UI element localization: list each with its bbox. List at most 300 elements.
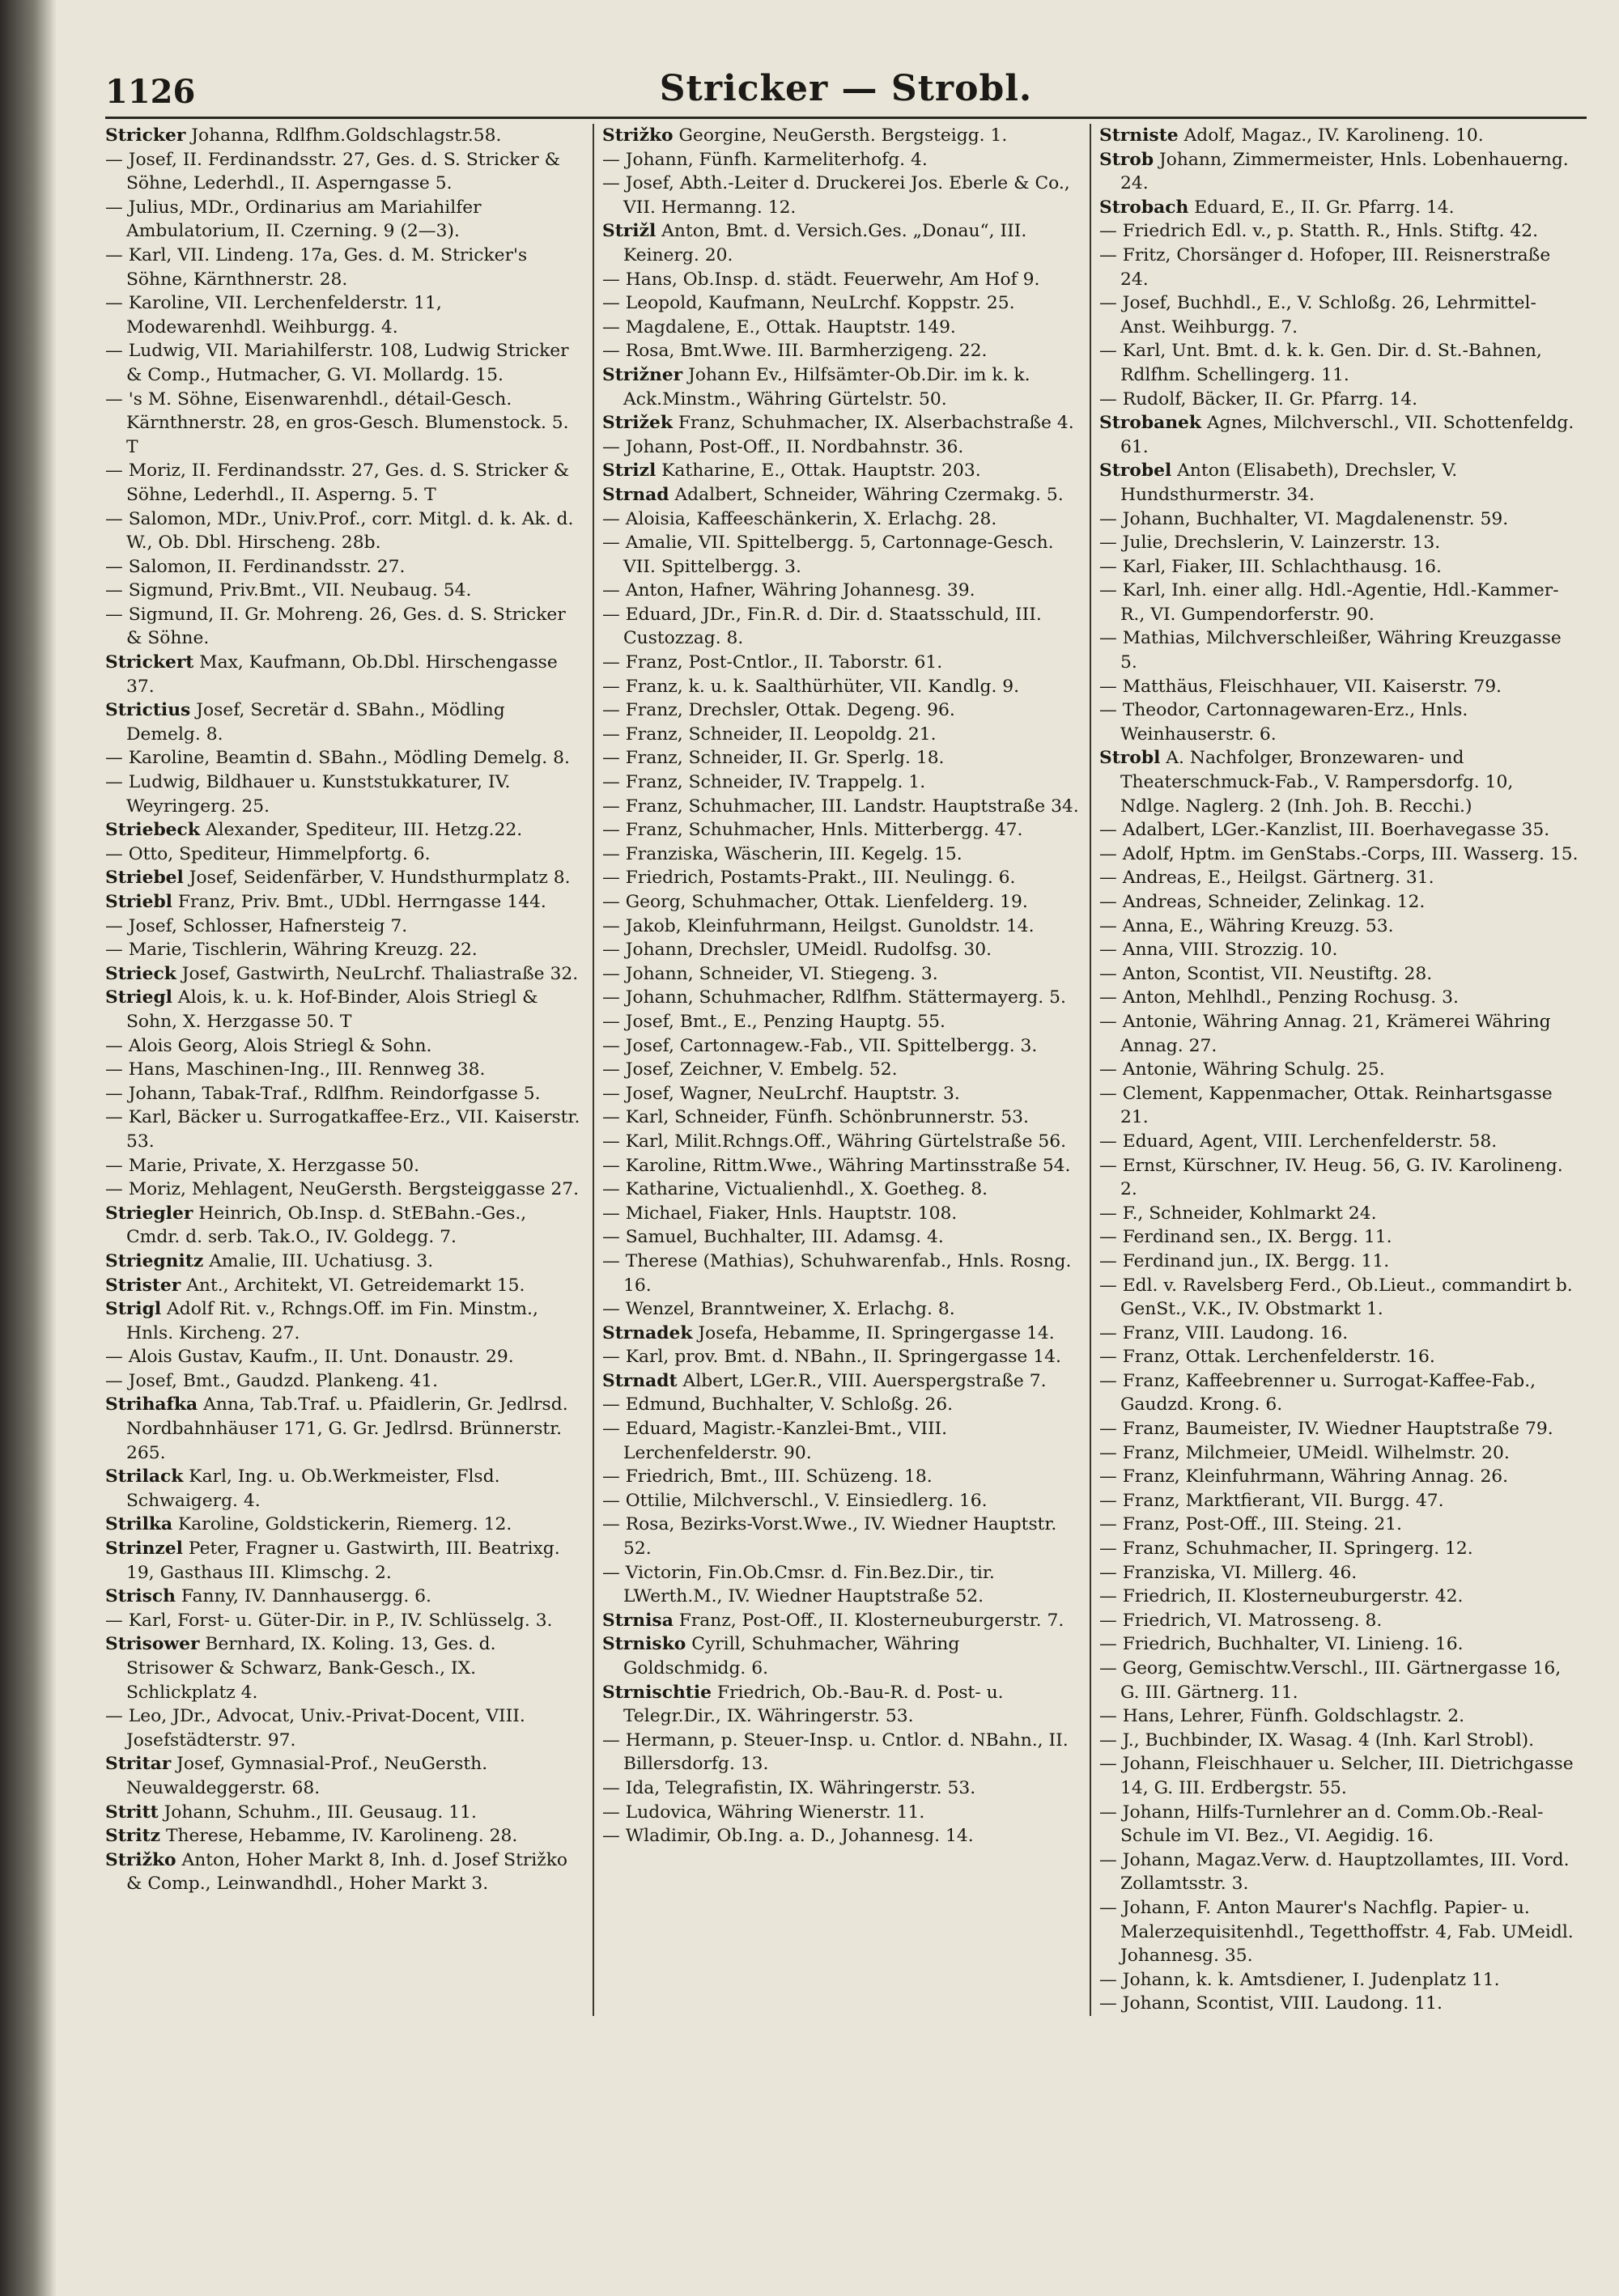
entry-text: — Sigmund, Priv.Bmt., VII. Neubaug. 54. bbox=[105, 580, 472, 601]
entry-text: — Rosa, Bezirks-Vorst.Wwe., IV. Wiedner Hauptstr. 52. bbox=[602, 1514, 1057, 1560]
directory-entry bbox=[1099, 1537, 1579, 1561]
directory-entry bbox=[602, 698, 1081, 723]
entry-surname: Striebel bbox=[105, 868, 184, 889]
directory-entry bbox=[1099, 1489, 1579, 1513]
directory-entry bbox=[602, 1369, 1081, 1394]
directory-entry bbox=[1099, 1561, 1579, 1585]
header-rule bbox=[105, 117, 1587, 119]
entry-surname: Strinzel bbox=[105, 1538, 183, 1560]
directory-entry bbox=[105, 1178, 584, 1202]
entry-text: — Wenzel, Branntweiner, X. Erlachg. 8. bbox=[602, 1299, 955, 1320]
directory-entry bbox=[105, 1513, 584, 1537]
directory-entry bbox=[602, 651, 1081, 675]
directory-entry bbox=[602, 675, 1081, 699]
entry-text: — Franziska, Wäscherin, III. Kegelg. 15. bbox=[602, 843, 962, 864]
entry-text: Karoline, Goldstickerin, Riemerg. 12. bbox=[172, 1514, 512, 1535]
entry-text: — Ernst, Kürschner, IV. Heug. 56, G. IV. Karolineng. 2. bbox=[1099, 1155, 1563, 1200]
entry-text: Therese, Hebamme, IV. Karolineng. 28. bbox=[160, 1826, 518, 1847]
directory-entry bbox=[602, 483, 1081, 507]
column-3 bbox=[1090, 124, 1587, 2016]
entry-text: — Moriz, Mehlagent, NeuGersth. Bergsteiggasse 27. bbox=[105, 1179, 580, 1200]
entry-text: — Julie, Drechslerin, V. Lainzerstr. 13. bbox=[1099, 533, 1441, 554]
entry-surname: Strnisa bbox=[602, 1610, 674, 1631]
entry-text: Heinrich, Ob.Insp. d. StEBahn.-Ges., Cmdr. d. serb. Tak.O., IV. Goldegg. 7. bbox=[126, 1203, 527, 1248]
entry-surname: Strnisko bbox=[602, 1634, 686, 1655]
entry-text: — Ludwig, Bildhauer u. Kunststukkaturer, IV. Weyringerg. 25. bbox=[105, 772, 511, 817]
directory-entry bbox=[1099, 531, 1579, 555]
entry-text: — Adalbert, LGer.-Kanzlist, III. Boerhavegasse 35. bbox=[1099, 820, 1550, 841]
directory-entry bbox=[105, 938, 584, 962]
directory-entry bbox=[105, 746, 584, 770]
directory-entry bbox=[602, 1154, 1081, 1178]
entry-text: Karl, Ing. u. Ob.Werkmeister, Flsd. Schwaigerg. 4. bbox=[126, 1466, 500, 1511]
entry-text: — Hermann, p. Steuer-Insp. u. Cntlor. d. NBahn., II. Billersdorfg. 13. bbox=[602, 1729, 1069, 1775]
directory-entry bbox=[602, 1776, 1081, 1801]
entry-surname: Strobl bbox=[1099, 748, 1161, 769]
entry-text: — J., Buchbinder, IX. Wasag. 4 (Inh. Karl Strobl). bbox=[1099, 1729, 1535, 1751]
directory-entry bbox=[602, 1824, 1081, 1848]
directory-entry bbox=[602, 1058, 1081, 1082]
directory-entry bbox=[1099, 339, 1579, 387]
entry-surname: Strictius bbox=[105, 700, 191, 721]
entry-text: — Leo, JDr., Advocat, Univ.-Privat-Docent, VIII. Josefstädterstr. 97. bbox=[105, 1706, 525, 1751]
entry-text: — Anton, Scontist, VII. Neustiftg. 28. bbox=[1099, 963, 1433, 984]
entry-text: — Franz, Schuhmacher, Hnls. Mitterbergg. 47. bbox=[602, 820, 1023, 841]
directory-entry bbox=[1099, 1130, 1579, 1154]
directory-entry bbox=[602, 172, 1081, 219]
running-title: Stricker — Strobl. bbox=[659, 68, 1033, 109]
directory-entry bbox=[1099, 1632, 1579, 1657]
entry-text: Peter, Fragner u. Gastwirth, III. Beatrixg. 19, Gasthaus III. Klimschg. 2. bbox=[126, 1538, 560, 1583]
entry-surname: Strieck bbox=[105, 963, 176, 984]
directory-entry bbox=[1099, 746, 1579, 818]
entry-text: — Friedrich, Buchhalter, VI. Linieng. 16. bbox=[1099, 1634, 1464, 1655]
directory-entry bbox=[1099, 1704, 1579, 1729]
directory-entry bbox=[105, 890, 584, 915]
directory-entry bbox=[602, 818, 1081, 842]
directory-entry bbox=[105, 698, 584, 746]
entry-surname: Strnadek bbox=[602, 1322, 693, 1343]
directory-entry bbox=[602, 746, 1081, 770]
entry-text: — Johann, Schuhmacher, Rdlfhm. Stättermayerg. 5. bbox=[602, 987, 1066, 1008]
directory-entry bbox=[105, 1058, 584, 1082]
entry-text: — Anton, Hafner, Währing Johannesg. 39. bbox=[602, 580, 975, 601]
entry-text: — Clement, Kappenmacher, Ottak. Reinhartsgasse 21. bbox=[1099, 1083, 1553, 1128]
scan-edge-shadow bbox=[0, 0, 57, 2296]
entry-text: — Marie, Tischlerin, Währing Kreuzg. 22. bbox=[105, 940, 478, 961]
directory-entry bbox=[602, 1106, 1081, 1130]
directory-entry bbox=[105, 1585, 584, 1609]
entry-surname: Strilka bbox=[105, 1514, 173, 1535]
directory-entry bbox=[1099, 1369, 1579, 1417]
entry-text: Alexander, Spediteur, III. Hetzg.22. bbox=[199, 820, 523, 841]
directory-entry bbox=[105, 244, 584, 291]
entry-text: — Eduard, Agent, VIII. Lerchenfelderstr. 58. bbox=[1099, 1131, 1498, 1152]
entry-text: Georgine, NeuGersth. Bergsteigg. 1. bbox=[673, 125, 1008, 146]
directory-entry bbox=[1099, 1441, 1579, 1466]
entry-surname: Strickert bbox=[105, 652, 194, 673]
entry-text: — Ferdinand sen., IX. Bergg. 11. bbox=[1099, 1227, 1392, 1248]
entry-surname: Strilack bbox=[105, 1466, 184, 1488]
directory-entry bbox=[105, 1824, 584, 1848]
directory-entry bbox=[1099, 1154, 1579, 1202]
entry-text: — Johann, Tabak-Traf., Rdlfhm. Reindorfgasse 5. bbox=[105, 1083, 541, 1104]
entry-text: Josef, Secretär d. SBahn., Mödling Demelg. 8. bbox=[126, 700, 505, 745]
directory-entry bbox=[602, 579, 1081, 603]
directory-entry bbox=[602, 1225, 1081, 1250]
directory-entry bbox=[1099, 1417, 1579, 1441]
entry-surname: Strister bbox=[105, 1275, 181, 1296]
directory-entry bbox=[602, 1082, 1081, 1106]
entry-surname: Strisch bbox=[105, 1586, 176, 1607]
directory-entry bbox=[105, 507, 584, 555]
directory-entry bbox=[105, 1082, 584, 1106]
entry-text: — Marie, Private, X. Herzgasse 50. bbox=[105, 1155, 420, 1176]
entry-text: — Ludwig, VII. Mariahilferstr. 108, Ludwig Stricker & Comp., Hutmacher, G. VI. Mollardg. 15. bbox=[105, 341, 569, 385]
directory-entry bbox=[1099, 890, 1579, 915]
directory-entry bbox=[105, 1106, 584, 1153]
entry-text: — Eduard, Magistr.-Kanzlei-Bmt., VIII. Lerchenfelderstr. 90. bbox=[602, 1419, 948, 1463]
entry-text: — Friedrich, Postamts-Prakt., III. Neulingg. 6. bbox=[602, 868, 1016, 889]
directory-entry bbox=[602, 1178, 1081, 1202]
directory-entry bbox=[105, 866, 584, 890]
directory-entry bbox=[1099, 1585, 1579, 1609]
directory-entry bbox=[1099, 626, 1579, 674]
directory-entry bbox=[1099, 1992, 1579, 2016]
directory-entry bbox=[602, 1489, 1081, 1513]
entry-surname: Stritz bbox=[105, 1826, 161, 1847]
entry-text: — Georg, Schuhmacher, Ottak. Lienfelderg. 19. bbox=[602, 892, 1028, 912]
directory-entry bbox=[1099, 675, 1579, 699]
directory-entry bbox=[602, 1561, 1081, 1609]
entry-text: — Moriz, II. Ferdinandsstr. 27, Ges. d. S. Stricker & Söhne, Lederhdl., II. Asperng. 5. T bbox=[105, 460, 570, 505]
directory-entry bbox=[602, 1034, 1081, 1059]
directory-entry bbox=[105, 915, 584, 939]
entry-text: — Friedrich, II. Klosterneuburgerstr. 42. bbox=[1099, 1586, 1464, 1607]
entry-text: — Karl, Inh. einer allg. Hdl.-Agentie, Hdl.-Kammer-R., VI. Gumpendorferstr. 90. bbox=[1099, 580, 1559, 625]
directory-entry bbox=[602, 531, 1081, 579]
entry-text: — Therese (Mathias), Schuhwarenfab., Hnls. Rosng. 16. bbox=[602, 1250, 1072, 1296]
directory-entry bbox=[1099, 1896, 1579, 1968]
entry-text: — Hans, Ob.Insp. d. städt. Feuerwehr, Am Hof 9. bbox=[602, 269, 1040, 290]
directory-entry bbox=[105, 1297, 584, 1345]
entry-text: Ant., Architekt, VI. Getreidemarkt 15. bbox=[181, 1275, 525, 1296]
directory-entry bbox=[1099, 1322, 1579, 1346]
entry-text: — Johann, Post-Off., II. Nordbahnstr. 36. bbox=[602, 436, 964, 457]
entry-surname: Stritar bbox=[105, 1754, 172, 1775]
entry-text: — Franz, Kaffeebrenner u. Surrogat-Kaffee-Fab., Gaudzd. Krong. 6. bbox=[1099, 1370, 1536, 1415]
entry-text: Amalie, III. Uchatiusg. 3. bbox=[203, 1250, 434, 1271]
directory-entry bbox=[1099, 1274, 1579, 1322]
directory-entry bbox=[602, 1632, 1081, 1680]
directory-entry bbox=[1099, 962, 1579, 987]
entry-surname: Strobach bbox=[1099, 197, 1189, 218]
entry-surname: Strobel bbox=[1099, 460, 1172, 482]
entry-surname: Stricker bbox=[105, 125, 186, 146]
entry-surname: Strižner bbox=[602, 364, 683, 385]
directory-entry bbox=[602, 1250, 1081, 1297]
directory-entry bbox=[602, 915, 1081, 939]
entry-text: — Josef, Buchhdl., E., V. Schloßg. 26, Lehrmittel-Anst. Weihburgg. 7. bbox=[1099, 293, 1536, 337]
directory-entry bbox=[602, 339, 1081, 363]
entry-text: — Mathias, Milchverschleißer, Währing Kreuzgasse 5. bbox=[1099, 628, 1562, 673]
entry-surname: Strniste bbox=[1099, 125, 1179, 146]
entry-text: Anton, Hoher Markt 8, Inh. d. Josef Strižko & Comp., Leinwandhdl., Hoher Markt 3. bbox=[126, 1849, 568, 1895]
entry-surname: Striegler bbox=[105, 1203, 193, 1224]
directory-entry bbox=[602, 1417, 1081, 1465]
directory-entry bbox=[602, 363, 1081, 411]
directory-entry bbox=[105, 579, 584, 603]
entry-text: — Franz, Drechsler, Ottak. Degeng. 96. bbox=[602, 700, 955, 721]
entry-text: — Samuel, Buchhalter, III. Adamsg. 4. bbox=[602, 1227, 944, 1248]
entry-text: — Karoline, Beamtin d. SBahn., Mödling Demelg. 8. bbox=[105, 748, 570, 769]
directory-entry bbox=[1099, 579, 1579, 626]
directory-entry bbox=[105, 1393, 584, 1465]
entry-text: — Johann, Buchhalter, VI. Magdalenenstr. 59. bbox=[1099, 508, 1509, 529]
entry-text: — Rosa, Bmt.Wwe. III. Barmherzigeng. 22. bbox=[602, 341, 988, 362]
entry-text: — Karl, Bäcker u. Surrogatkaffee-Erz., VII. Kaiserstr. 53. bbox=[105, 1107, 580, 1152]
directory-entry bbox=[105, 1465, 584, 1513]
directory-entry bbox=[602, 148, 1081, 172]
entry-text: Cyrill, Schuhmacher, Währing Goldschmidg. 6. bbox=[623, 1634, 960, 1678]
entry-surname: Strob bbox=[1099, 149, 1154, 170]
directory-entry bbox=[602, 1513, 1081, 1560]
entry-text: — Theodor, Cartonnagewaren-Erz., Hnls. Weinhauserstr. 6. bbox=[1099, 700, 1468, 745]
entry-text: — Franz, Schuhmacher, III. Landstr. Hauptstraße 34. bbox=[602, 796, 1079, 817]
directory-entry bbox=[105, 196, 584, 244]
directory-entry bbox=[105, 1752, 584, 1800]
directory-entry bbox=[105, 148, 584, 196]
entry-text: — Johann, Fünfh. Karmeliterhofg. 4. bbox=[602, 149, 928, 170]
directory-entry bbox=[105, 388, 584, 460]
entry-text: Alois, k. u. k. Hof-Binder, Alois Striegl & Sohn, X. Herzgasse 50. T bbox=[126, 987, 538, 1032]
entry-text: Katharine, E., Ottak. Hauptstr. 203. bbox=[656, 460, 981, 482]
directory-entry bbox=[1099, 219, 1579, 244]
entry-surname: Strnad bbox=[602, 484, 669, 505]
directory-entry bbox=[105, 1609, 584, 1633]
entry-text: — Edl. v. Ravelsberg Ferd., Ob.Lieut., commandirt b. GenSt., V.K., IV. Obstmarkt 1. bbox=[1099, 1275, 1573, 1320]
directory-entry bbox=[1099, 1058, 1579, 1082]
entry-text: — Josef, Schlosser, Hafnersteig 7. bbox=[105, 915, 408, 936]
directory-entry bbox=[1099, 1848, 1579, 1896]
entry-text: — Franz, Ottak. Lerchenfelderstr. 16. bbox=[1099, 1347, 1435, 1368]
directory-entry bbox=[1099, 1465, 1579, 1489]
directory-entry bbox=[602, 1130, 1081, 1154]
page-number: 1126 bbox=[105, 73, 196, 111]
directory-entry bbox=[1099, 986, 1579, 1010]
entry-surname: Striebeck bbox=[105, 820, 200, 841]
directory-entry bbox=[1099, 1250, 1579, 1274]
directory-entry bbox=[602, 124, 1081, 148]
entry-text: — Johann, Schneider, VI. Stiegeng. 3. bbox=[602, 963, 938, 984]
entry-text: — Karl, prov. Bmt. d. NBahn., II. Springergasse 14. bbox=[602, 1347, 1061, 1368]
directory-entry bbox=[105, 651, 584, 698]
entry-text: Josefa, Hebamme, II. Springergasse 14. bbox=[692, 1322, 1055, 1343]
directory-entry bbox=[602, 1393, 1081, 1417]
entry-text: — Karl, VII. Lindeng. 17a, Ges. d. M. Stricker's Söhne, Kärnthnerstr. 28. bbox=[105, 244, 528, 290]
entry-surname: Strnischtie bbox=[602, 1682, 712, 1703]
column-2 bbox=[593, 124, 1090, 2016]
entry-text: — Josef, II. Ferdinandsstr. 27, Ges. d. S. Stricker & Söhne, Lederhdl., II. Asperngasse 5. bbox=[105, 149, 561, 194]
entry-text: Anna, Tab.Traf. u. Pfaidlerin, Gr. Jedlrsd. Nordbahnhäuser 171, G. Gr. Jedlrsd. Brünnerstr. 265. bbox=[126, 1394, 568, 1463]
entry-text: Anton (Elisabeth), Drechsler, V. Hundsthurmerstr. 34. bbox=[1120, 460, 1458, 505]
entry-text: — Karl, Milit.Rchngs.Off., Währing Gürtelstraße 56. bbox=[602, 1131, 1067, 1152]
directory-entry bbox=[105, 1202, 584, 1250]
entry-text: — Alois Georg, Alois Striegl & Sohn. bbox=[105, 1035, 432, 1056]
entry-text: — 's M. Söhne, Eisenwarenhdl., détail-Gesch. Kärnthnerstr. 28, en gros-Gesch. Blumenstock. 5. T bbox=[105, 388, 569, 457]
entry-text: — Friedrich, Bmt., III. Schüzeng. 18. bbox=[602, 1466, 933, 1488]
entry-text: — Fritz, Chorsänger d. Hofoper, III. Reisnerstraße 24. bbox=[1099, 244, 1551, 290]
entry-text: — Anna, VIII. Strozzig. 10. bbox=[1099, 940, 1338, 961]
entry-text: — Franz, Milchmeier, UMeidl. Wilhelmstr. 20. bbox=[1099, 1442, 1510, 1463]
directory-entry bbox=[105, 1250, 584, 1274]
directory-entry bbox=[105, 124, 584, 148]
entry-text: — Leopold, Kaufmann, NeuLrchf. Koppstr. 25. bbox=[602, 293, 1015, 314]
column-1 bbox=[105, 124, 593, 2016]
directory-entry bbox=[602, 723, 1081, 747]
directory-entry bbox=[602, 795, 1081, 819]
entry-text: — Johann, k. k. Amtsdiener, I. Judenplatz 11. bbox=[1099, 1969, 1500, 1990]
entry-surname: Strižl bbox=[602, 221, 657, 242]
directory-entry bbox=[602, 1681, 1081, 1729]
entry-columns bbox=[105, 124, 1587, 2016]
entry-text: — Adolf, Hptm. im GenStabs.-Corps, III. Wasserg. 15. bbox=[1099, 843, 1579, 864]
entry-surname: Striegl bbox=[105, 987, 172, 1008]
entry-surname: Strihafka bbox=[105, 1394, 198, 1415]
entry-text: — Hans, Lehrer, Fünfh. Goldschlagstr. 2. bbox=[1099, 1706, 1465, 1727]
entry-text: — Edmund, Buchhalter, V. Schloßg. 26. bbox=[602, 1394, 954, 1415]
directory-entry bbox=[1099, 411, 1579, 459]
entry-text: Johanna, Rdlfhm.Goldschlagstr.58. bbox=[185, 125, 502, 146]
directory-entry bbox=[105, 291, 584, 339]
directory-entry bbox=[1099, 1202, 1579, 1226]
entry-text: Johann Ev., Hilfsämter-Ob.Dir. im k. k. Ack.Minstm., Währing Gürtelstr. 50. bbox=[623, 364, 1030, 410]
entry-text: — Friedrich Edl. v., p. Statth. R., Hnls. Stiftg. 42. bbox=[1099, 221, 1538, 242]
directory-entry bbox=[602, 268, 1081, 292]
entry-text: Josef, Gastwirth, NeuLrchf. Thaliastraße 32. bbox=[176, 963, 579, 984]
directory-entry bbox=[1099, 124, 1579, 148]
entry-text: — Friedrich, VI. Matrosseng. 8. bbox=[1099, 1610, 1383, 1631]
entry-text: — Georg, Gemischtw.Verschl., III. Gärtnergasse 16, G. III. Gärtnerg. 11. bbox=[1099, 1658, 1562, 1703]
directory-entry bbox=[1099, 938, 1579, 962]
entry-text: — Sigmund, II. Gr. Mohreng. 26, Ges. d. S. Stricker & Söhne. bbox=[105, 604, 566, 649]
entry-text: — Aloisia, Kaffeeschänkerin, X. Erlachg. 28. bbox=[602, 508, 997, 529]
entry-text: — Johann, Hilfs-Turnlehrer an d. Comm.Ob.-Real-Schule im VI. Bez., VI. Aegidig. 16. bbox=[1099, 1802, 1544, 1847]
directory-entry bbox=[602, 986, 1081, 1010]
directory-entry bbox=[1099, 1345, 1579, 1369]
entry-text: — Franz, Schneider, II. Leopoldg. 21. bbox=[602, 724, 937, 745]
directory-entry bbox=[105, 1274, 584, 1298]
entry-text: Albert, LGer.R., VIII. Auerspergstraße 7. bbox=[677, 1370, 1047, 1391]
entry-surname: Strižek bbox=[602, 413, 673, 434]
directory-entry bbox=[1099, 866, 1579, 890]
directory-entry bbox=[1099, 555, 1579, 579]
directory-entry bbox=[1099, 1082, 1579, 1130]
entry-text: — Ferdinand jun., IX. Bergg. 11. bbox=[1099, 1250, 1390, 1271]
entry-text: Franz, Priv. Bmt., UDbl. Herrngasse 144. bbox=[172, 892, 546, 912]
directory-entry bbox=[1099, 1010, 1579, 1058]
entry-surname: Strisower bbox=[105, 1634, 200, 1655]
directory-entry bbox=[1099, 1968, 1579, 1993]
entry-text: — Franz, Post-Cntlor., II. Taborstr. 61. bbox=[602, 652, 943, 673]
entry-surname: Stritt bbox=[105, 1802, 159, 1823]
entry-text: — Franz, Post-Off., III. Steing. 21. bbox=[1099, 1514, 1402, 1535]
entry-text: — Julius, MDr., Ordinarius am Mariahilfer Ambulatorium, II. Czerning. 9 (2—3). bbox=[105, 197, 482, 242]
entry-text: — Johann, Drechsler, UMeidl. Rudolfsg. 30. bbox=[602, 940, 992, 961]
directory-entry bbox=[602, 1010, 1081, 1034]
entry-text: — Karl, Fiaker, III. Schlachthausg. 16. bbox=[1099, 556, 1442, 577]
directory-entry bbox=[105, 603, 584, 651]
directory-entry bbox=[602, 316, 1081, 340]
entry-surname: Strnadt bbox=[602, 1370, 678, 1391]
entry-text: — Franz, Schuhmacher, II. Springerg. 12. bbox=[1099, 1538, 1473, 1560]
directory-entry bbox=[1099, 459, 1579, 507]
entry-text: Franz, Schuhmacher, IX. Alserbachstraße 4. bbox=[672, 413, 1074, 434]
directory-entry bbox=[602, 1465, 1081, 1489]
entry-text: — Franz, Schneider, II. Gr. Sperlg. 18. bbox=[602, 748, 945, 769]
entry-text: — Karl, Unt. Bmt. d. k. k. Gen. Dir. d. St.-Bahnen, Rdlfhm. Schellingerg. 11. bbox=[1099, 341, 1542, 385]
directory-entry bbox=[105, 986, 584, 1033]
entry-text: — Matthäus, Fleischhauer, VII. Kaiserstr. 79. bbox=[1099, 676, 1502, 697]
entry-text: — Eduard, JDr., Fin.R. d. Dir. d. Staatsschuld, III. Custozzag. 8. bbox=[602, 604, 1042, 649]
directory-entry bbox=[602, 219, 1081, 267]
entry-text: — Wladimir, Ob.Ing. a. D., Johannesg. 14. bbox=[602, 1826, 974, 1847]
entry-text: — Johann, Scontist, VIII. Laudong. 11. bbox=[1099, 1993, 1443, 2014]
directory-entry bbox=[602, 962, 1081, 987]
directory-entry bbox=[602, 1609, 1081, 1633]
directory-entry bbox=[602, 411, 1081, 435]
directory-entry bbox=[602, 890, 1081, 915]
entry-text: Anton, Bmt. d. Versich.Ges. „Donau“, III. Keinerg. 20. bbox=[623, 221, 1027, 265]
entry-text: — Rudolf, Bäcker, II. Gr. Pfarrg. 14. bbox=[1099, 388, 1417, 410]
entry-text: Fanny, IV. Dannhausergg. 6. bbox=[175, 1586, 431, 1607]
directory-entry bbox=[1099, 1729, 1579, 1753]
directory-entry bbox=[105, 1537, 584, 1585]
entry-text: — Johann, Fleischhauer u. Selcher, III. Dietrichgasse 14, G. III. Erdbergstr. 55. bbox=[1099, 1754, 1574, 1798]
directory-entry bbox=[602, 1297, 1081, 1322]
entry-text: Max, Kaufmann, Ob.Dbl. Hirschengasse 37. bbox=[126, 652, 558, 697]
directory-entry bbox=[105, 555, 584, 579]
entry-text: — Salomon, II. Ferdinandsstr. 27. bbox=[105, 556, 406, 577]
directory-entry bbox=[1099, 1752, 1579, 1800]
directory-entry bbox=[105, 1801, 584, 1825]
directory-entry bbox=[602, 459, 1081, 483]
entry-text: — Salomon, MDr., Univ.Prof., corr. Mitgl. d. k. Ak. d. W., Ob. Dbl. Hirscheng. 28b. bbox=[105, 508, 574, 554]
entry-text: — Antonie, Währing Annag. 21, Krämerei Währing Annag. 27. bbox=[1099, 1011, 1551, 1056]
directory-entry bbox=[602, 842, 1081, 867]
entry-text: — Franz, k. u. k. Saalthürhüter, VII. Kandlg. 9. bbox=[602, 676, 1020, 697]
directory-entry bbox=[105, 1704, 584, 1752]
entry-text: — Franz, Schneider, IV. Trappelg. 1. bbox=[602, 772, 926, 793]
directory-entry bbox=[1099, 507, 1579, 532]
entry-text: Josef, Gymnasial-Prof., NeuGersth. Neuwaldeggerstr. 68. bbox=[126, 1754, 488, 1798]
entry-text: — Karoline, VII. Lerchenfelderstr. 11, Modewarenhdl. Weihburgg. 4. bbox=[105, 293, 442, 337]
directory-entry bbox=[105, 459, 584, 507]
entry-text: — Franz, Kleinfuhrmann, Währing Annag. 26. bbox=[1099, 1466, 1509, 1488]
entry-text: — Johann, F. Anton Maurer's Nachflg. Papier- u. Malerzequisitenhdl., Tegetthoffstr. 4, Fab. UMeidl. Johannesg. 35. bbox=[1099, 1897, 1574, 1967]
entry-text: Bernhard, IX. Koling. 13, Ges. d. Strisower & Schwarz, Bank-Gesch., IX. Schlickplatz 4. bbox=[126, 1634, 496, 1703]
directory-entry bbox=[602, 435, 1081, 460]
directory-entry bbox=[602, 1729, 1081, 1776]
directory-entry bbox=[105, 962, 584, 987]
directory-entry bbox=[1099, 1609, 1579, 1633]
entry-text: Josef, Seidenfärber, V. Hundsthurmplatz 8. bbox=[183, 868, 571, 889]
entry-text: Friedrich, Ob.-Bau-R. d. Post- u. Telegr.Dir., IX. Währingerstr. 53. bbox=[623, 1682, 1004, 1727]
directory-entry bbox=[1099, 698, 1579, 746]
directory-entry bbox=[1099, 915, 1579, 939]
entry-text: — F., Schneider, Kohlmarkt 24. bbox=[1099, 1203, 1377, 1224]
entry-text: — Josef, Abth.-Leiter d. Druckerei Jos. Eberle & Co., VII. Hermanng. 12. bbox=[602, 173, 1070, 218]
